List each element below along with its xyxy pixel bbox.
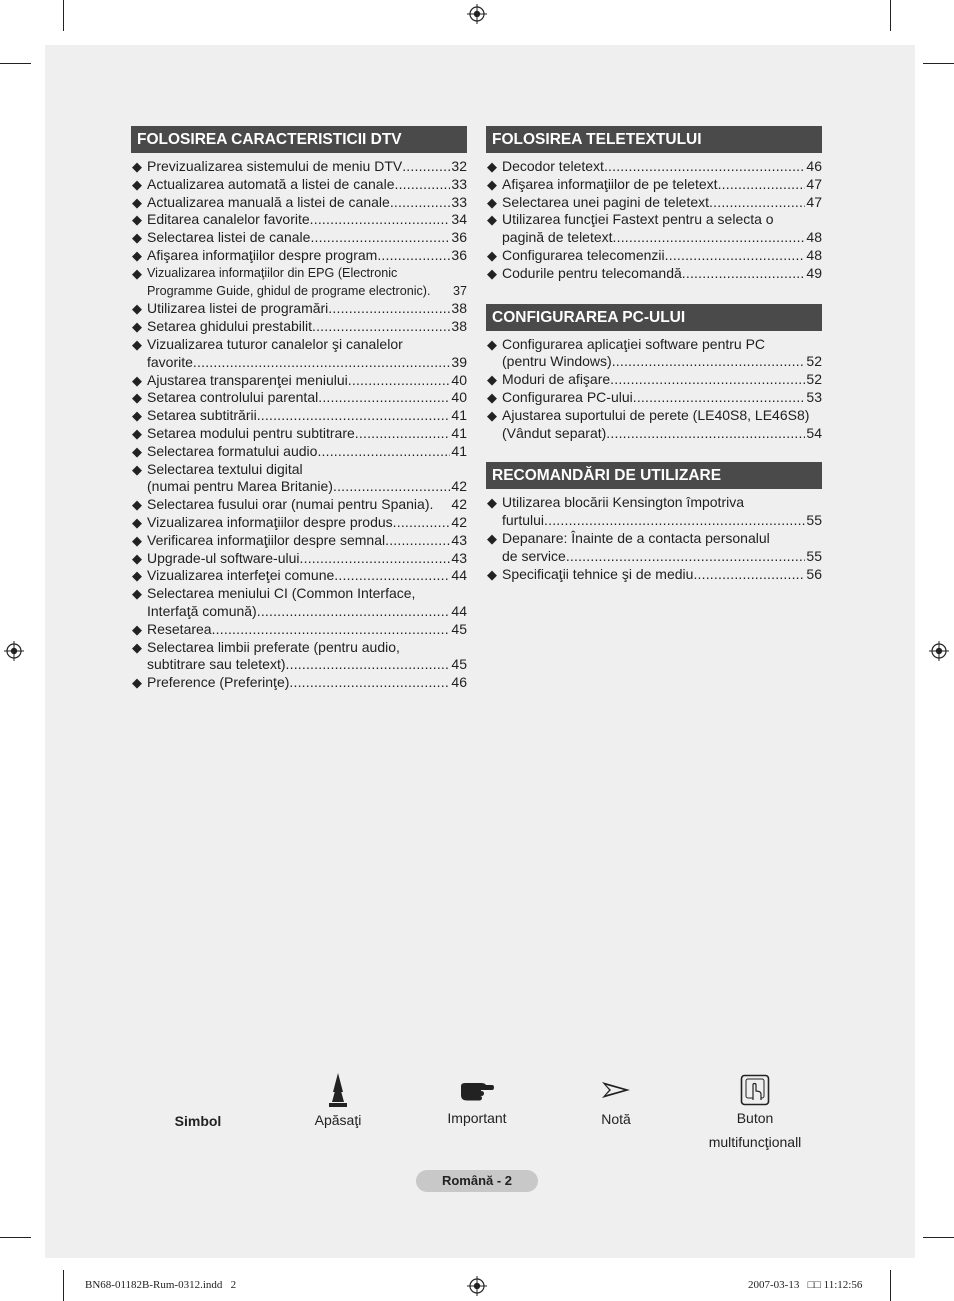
toc-entry-line	[147, 283, 467, 301]
crop-mark	[63, 1270, 64, 1301]
left-column	[131, 126, 467, 714]
toc-page-number: 42	[451, 513, 467, 530]
toc-entry	[486, 247, 822, 265]
toc-entry	[131, 389, 467, 407]
toc-entry-text: pagină de teletext	[502, 229, 613, 246]
toc-entry	[131, 194, 467, 212]
toc-page-number: 46	[451, 674, 467, 691]
toc-page-number: 54	[806, 424, 822, 441]
section-teletext	[486, 126, 822, 283]
dot-leader	[257, 603, 451, 621]
diamond-bullet-icon: ◆	[132, 265, 142, 281]
toc-entry	[486, 530, 822, 566]
toc-entry	[131, 496, 467, 514]
dot-leader	[544, 512, 805, 530]
toc-entry	[486, 407, 822, 443]
crop-mark	[0, 1237, 31, 1238]
toc-entry-line	[502, 566, 822, 584]
toc-entry-line	[147, 247, 467, 265]
crop-mark	[923, 1237, 954, 1238]
toc-page-number: 44	[451, 602, 467, 619]
crop-mark	[890, 1270, 891, 1301]
toc-entry-text: (numai pentru Marea Britanie)	[147, 478, 333, 495]
toc-entry-line	[147, 674, 467, 692]
pointing-hand-icon	[459, 1078, 495, 1104]
diamond-bullet-icon: ◆	[132, 176, 142, 192]
toc-entry-line	[502, 229, 822, 247]
dot-leader	[257, 407, 451, 425]
toc-entry-text: Verificarea informaţiilor despre semnal	[147, 531, 386, 548]
toc-entry-text: Configurarea PC-ului	[502, 388, 633, 405]
toc-entry	[486, 194, 822, 212]
toc-entry	[131, 567, 467, 585]
toc-entry-text: Vizualizarea informaţiilor despre produs	[147, 513, 393, 530]
diamond-bullet-icon: ◆	[487, 265, 497, 281]
toc-entry-text: Decodor teletext	[502, 158, 604, 174]
diamond-bullet-icon: ◆	[132, 550, 142, 566]
dot-leader	[393, 514, 451, 532]
diamond-bullet-icon: ◆	[132, 408, 142, 424]
toc-entry-text: Ajustarea suportului de perete (LE40S8, LE46S8)	[502, 406, 810, 423]
toc-entry-text: Depanare: Înainte de a contacta personalul	[502, 529, 770, 546]
diamond-bullet-icon: ◆	[132, 247, 142, 263]
toc-entry	[486, 265, 822, 283]
toc-entry	[131, 443, 467, 461]
dot-leader	[193, 354, 451, 372]
toc-page-number: 36	[451, 246, 467, 263]
toc-entry-line	[147, 372, 467, 390]
dot-leader	[328, 300, 450, 318]
toc-entry-text: Ajustarea transparenţei meniului	[147, 371, 348, 388]
toc-page-number: 52	[806, 371, 822, 388]
dot-leader	[385, 532, 450, 550]
toc-entry-line	[147, 425, 467, 443]
press-arrow-icon	[327, 1072, 349, 1108]
toc-entry-line	[147, 211, 467, 229]
legend-press	[298, 1072, 378, 1128]
toc-page-number: 40	[451, 371, 467, 388]
legend-multifunction	[700, 1074, 810, 1154]
diamond-bullet-icon: ◆	[132, 639, 142, 655]
crop-mark	[890, 0, 891, 31]
dot-leader	[610, 371, 805, 389]
toc-entry-text: Preference (Preferinţe)	[147, 674, 290, 691]
toc-entry	[131, 425, 467, 443]
toc-page-number: 52	[806, 353, 822, 370]
diamond-bullet-icon: ◆	[132, 390, 142, 406]
section-dtv	[131, 126, 467, 692]
toc-entry	[131, 585, 467, 621]
toc-entry-text: Resetarea	[147, 620, 212, 637]
toc-entry	[486, 336, 822, 372]
diamond-bullet-icon: ◆	[132, 212, 142, 228]
legend-title	[160, 1113, 236, 1129]
toc-entry	[131, 318, 467, 336]
toc-entry-text: Interfaţă comună)	[147, 602, 257, 619]
toc-entry-line	[147, 336, 467, 354]
dot-leader	[310, 211, 451, 229]
dot-leader	[390, 194, 451, 212]
toc-page-number: 36	[451, 229, 467, 246]
toc-entry-line	[147, 158, 467, 176]
diamond-bullet-icon: ◆	[132, 336, 142, 352]
dot-leader	[312, 318, 450, 336]
toc-entry-text: furtului	[502, 512, 545, 529]
toc-entry-text: Selectarea meniului CI (Common Interface,	[147, 585, 416, 602]
diamond-bullet-icon: ◆	[132, 621, 142, 637]
diamond-bullet-icon: ◆	[132, 372, 142, 388]
section-pc	[486, 304, 822, 443]
dot-leader	[310, 229, 450, 247]
diamond-bullet-icon: ◆	[132, 301, 142, 317]
toc-entry-text: Programme Guide, ghidul de programe electronic).	[147, 283, 431, 298]
toc-page-number: 34	[451, 211, 467, 228]
dot-leader	[394, 176, 450, 194]
toc-entry-line	[502, 158, 822, 176]
toc-entry-line	[147, 354, 467, 372]
toc-entry-line	[502, 530, 822, 548]
toc-page-number: 32	[451, 158, 467, 174]
toc-page-number: 47	[806, 193, 822, 210]
toc-entry	[131, 300, 467, 318]
diamond-bullet-icon: ◆	[487, 495, 497, 511]
legend-note	[576, 1080, 656, 1127]
toc-page-number: 42	[451, 496, 467, 513]
toc-entry	[486, 389, 822, 407]
toc-entry	[131, 229, 467, 247]
toc-entry	[131, 265, 467, 301]
toc-page-number: 43	[451, 549, 467, 566]
legend-important-label: Important	[447, 1110, 507, 1126]
toc-list	[486, 336, 822, 443]
toc-entry	[131, 158, 467, 176]
diamond-bullet-icon: ◆	[132, 568, 142, 584]
legend-important	[432, 1078, 522, 1126]
dot-leader	[318, 389, 450, 407]
toc-entry-line	[147, 532, 467, 550]
toc-entry-text: Selectarea fusului orar (numai pentru Spania).	[147, 496, 434, 513]
dot-leader	[613, 229, 806, 247]
toc-list	[131, 158, 467, 692]
legend-title-label: Simbol	[174, 1113, 222, 1129]
toc-entry-text: Previzualizarea sistemului de meniu DTV	[147, 158, 403, 174]
toc-entry-line	[502, 494, 822, 512]
toc-entry-text: Configurarea aplicaţiei software pentru PC	[502, 335, 766, 352]
toc-entry	[131, 674, 467, 692]
toc-page-number: 43	[451, 531, 467, 548]
diamond-bullet-icon: ◆	[487, 372, 497, 388]
dot-leader	[286, 656, 451, 674]
toc-entry-line	[147, 389, 467, 407]
toc-entry-line	[147, 656, 467, 674]
dot-leader	[665, 247, 806, 265]
toc-entry-text: Editarea canalelor favorite	[147, 211, 310, 228]
toc-entry-text: Selectarea unei pagini de teletext	[502, 193, 710, 210]
toc-entry-line	[147, 585, 467, 603]
registration-mark-icon	[929, 641, 949, 661]
date-slug: 2007-03-13 □□ 11:12:56	[748, 1279, 863, 1291]
registration-mark-icon	[4, 641, 24, 661]
toc-entry-text: Setarea ghidului prestabilit	[147, 318, 312, 335]
toc-entry-line	[147, 639, 467, 657]
diamond-bullet-icon: ◆	[487, 212, 497, 228]
diamond-bullet-icon: ◆	[487, 566, 497, 582]
toc-page-number: 45	[451, 656, 467, 673]
toc-entry-text: subtitrare sau teletext)	[147, 656, 286, 673]
diamond-bullet-icon: ◆	[487, 336, 497, 352]
toc-entry	[486, 211, 822, 247]
toc-list	[486, 494, 822, 583]
toc-page-number: 33	[451, 175, 467, 192]
toc-page-number: 38	[451, 300, 467, 317]
toc-page-number: 39	[451, 353, 467, 370]
toc-page-number: 49	[806, 264, 822, 281]
toc-entry-line	[147, 265, 467, 283]
toc-entry-text: Vizualizarea informaţiilor din EPG (Electronic	[147, 265, 398, 280]
toc-entry-line	[502, 176, 822, 194]
toc-entry-line	[147, 229, 467, 247]
toc-entry-text: Codurile pentru telecomandă	[502, 264, 682, 281]
toc-entry	[131, 639, 467, 675]
toc-page-number: 56	[806, 565, 822, 582]
diamond-bullet-icon: ◆	[132, 514, 142, 530]
legend-multifunction-label-2: multifuncţionall	[708, 1134, 802, 1150]
toc-entry-line	[147, 603, 467, 621]
legend-press-label: Apăsaţi	[314, 1112, 362, 1128]
diamond-bullet-icon: ◆	[132, 443, 142, 459]
toc-entry-text: Configurarea telecomenzii	[502, 246, 665, 263]
registration-mark-icon	[467, 4, 487, 24]
toc-entry	[131, 176, 467, 194]
diamond-bullet-icon: ◆	[132, 461, 142, 477]
toc-entry	[131, 211, 467, 229]
dot-leader	[693, 566, 805, 584]
dot-leader	[402, 158, 450, 176]
toc-entry-line	[502, 211, 822, 229]
toc-entry-text: Utilizarea listei de programări	[147, 300, 329, 317]
diamond-bullet-icon: ◆	[487, 194, 497, 210]
toc-entry-line	[502, 371, 822, 389]
toc-entry-text: Actualizarea automată a listei de canale	[147, 175, 395, 192]
toc-entry-text: Utilizarea blocării Kensington împotriva	[502, 494, 744, 511]
dot-leader	[606, 425, 805, 443]
diamond-bullet-icon: ◆	[487, 389, 497, 405]
dot-leader	[334, 567, 450, 585]
toc-entry-text: Specificaţii tehnice şi de mediu	[502, 565, 694, 582]
toc-entry-line	[147, 443, 467, 461]
dot-leader	[633, 389, 806, 407]
toc-entry	[486, 494, 822, 530]
toc-entry	[131, 621, 467, 639]
toc-entry-line	[502, 425, 822, 443]
diamond-bullet-icon: ◆	[132, 159, 142, 174]
toc-page-number: 33	[451, 193, 467, 210]
note-arrow-icon	[600, 1080, 632, 1100]
crop-mark	[0, 63, 31, 64]
right-column	[486, 126, 822, 605]
toc-entry	[131, 461, 467, 497]
toc-page-number: 55	[806, 512, 822, 529]
toc-entry-line	[502, 512, 822, 530]
toc-page-number: 44	[451, 567, 467, 584]
toc-entry-text: Afişarea informaţiilor de pe teletext	[502, 175, 718, 192]
dot-leader	[212, 621, 451, 639]
section-title: CONFIGURAREA PC-ULUI	[486, 304, 822, 331]
toc-entry-text: Setarea controlului parental	[147, 389, 319, 406]
toc-page-number: 41	[451, 407, 467, 424]
toc-entry-text: Selectarea textului digital	[147, 460, 303, 477]
dot-leader	[566, 548, 806, 566]
toc-list	[486, 158, 822, 283]
toc-entry-text: Moduri de afişare	[502, 371, 611, 388]
toc-entry-text: Vizualizarea interfeţei comune	[147, 567, 335, 584]
toc-entry-line	[147, 407, 467, 425]
multifunction-button-icon	[740, 1074, 770, 1106]
toc-page-number: 40	[451, 389, 467, 406]
toc-entry-text: Setarea subtitrării	[147, 407, 257, 424]
dot-leader	[682, 265, 806, 283]
toc-entry	[131, 514, 467, 532]
toc-entry-line	[147, 461, 467, 479]
registration-mark-icon	[467, 1276, 487, 1296]
dot-leader	[317, 443, 450, 461]
toc-entry-text: de service	[502, 547, 566, 564]
diamond-bullet-icon: ◆	[132, 532, 142, 548]
dot-leader	[612, 353, 806, 371]
toc-page-number: 37	[452, 283, 467, 298]
toc-entry-line	[502, 389, 822, 407]
diamond-bullet-icon: ◆	[132, 425, 142, 441]
dot-leader	[604, 158, 805, 176]
diamond-bullet-icon: ◆	[487, 530, 497, 546]
toc-entry-text: Afişarea informaţiilor despre program	[147, 246, 378, 263]
page-number-badge: Română - 2	[416, 1170, 538, 1192]
diamond-bullet-icon: ◆	[487, 247, 497, 263]
toc-entry-line	[147, 318, 467, 336]
toc-entry-line	[147, 550, 467, 568]
toc-entry-line	[147, 194, 467, 212]
file-slug: BN68-01182B-Rum-0312.indd 2	[85, 1279, 237, 1291]
toc-entry-line	[502, 407, 822, 425]
toc-entry-line	[502, 548, 822, 566]
section-usage	[486, 462, 822, 583]
legend-multifunction-label-1: Buton	[736, 1110, 774, 1126]
toc-entry-text: (pentru Windows)	[502, 353, 612, 370]
diamond-bullet-icon: ◆	[132, 586, 142, 602]
toc-entry	[486, 566, 822, 584]
toc-entry-line	[147, 496, 467, 514]
toc-entry-line	[147, 567, 467, 585]
toc-entry	[131, 550, 467, 568]
toc-entry-text: Vizualizarea tuturor canalelor şi canalelor	[147, 335, 403, 352]
toc-entry-line	[147, 478, 467, 496]
dot-leader	[718, 176, 806, 194]
dot-leader	[348, 372, 451, 390]
toc-page-number: 41	[451, 424, 467, 441]
toc-entry	[131, 532, 467, 550]
toc-entry-text: Upgrade-ul software-ului	[147, 549, 300, 566]
section-title: RECOMANDĂRI DE UTILIZARE	[486, 462, 822, 489]
toc-entry	[131, 372, 467, 390]
toc-entry-text: (Vândut separat)	[502, 424, 607, 441]
toc-entry-line	[147, 176, 467, 194]
toc-page-number: 38	[451, 318, 467, 335]
crop-mark	[923, 63, 954, 64]
toc-entry-text: Selectarea limbii preferate (pentru audio,	[147, 638, 400, 655]
diamond-bullet-icon: ◆	[487, 407, 497, 423]
toc-entry-line	[147, 621, 467, 639]
toc-entry-text: Utilizarea funcţiei Fastext pentru a selecta o	[502, 211, 774, 228]
section-title: FOLOSIREA CARACTERISTICII DTV	[131, 126, 467, 153]
dot-leader	[355, 425, 451, 443]
toc-entry	[486, 176, 822, 194]
toc-entry-line	[502, 336, 822, 354]
toc-entry-line	[502, 247, 822, 265]
toc-page-number: 53	[806, 388, 822, 405]
toc-entry-text: Selectarea listei de canale	[147, 229, 311, 246]
toc-entry-text: Actualizarea manuală a listei de canale	[147, 193, 390, 210]
diamond-bullet-icon: ◆	[487, 159, 497, 174]
toc-page-number: 46	[806, 158, 822, 174]
toc-page-number: 55	[806, 547, 822, 564]
toc-entry-line	[147, 300, 467, 318]
dot-leader	[377, 247, 450, 265]
toc-page-number: 48	[806, 229, 822, 246]
toc-page-number: 48	[806, 246, 822, 263]
dot-leader	[709, 194, 805, 212]
toc-entry	[486, 371, 822, 389]
diamond-bullet-icon: ◆	[132, 319, 142, 335]
diamond-bullet-icon: ◆	[132, 675, 142, 691]
toc-entry-line	[502, 265, 822, 283]
toc-entry	[131, 336, 467, 372]
dot-leader	[289, 674, 450, 692]
dot-leader	[300, 550, 451, 568]
toc-entry-text: Selectarea formatului audio	[147, 442, 318, 459]
toc-page-number: 45	[451, 620, 467, 637]
toc-page-number: 42	[451, 478, 467, 495]
crop-mark	[63, 0, 64, 31]
toc-entry-text: favorite	[147, 353, 193, 370]
toc-entry	[131, 247, 467, 265]
section-title: FOLOSIREA TELETEXTULUI	[486, 126, 822, 153]
toc-entry	[486, 158, 822, 176]
toc-entry	[131, 407, 467, 425]
toc-page-number: 41	[451, 442, 467, 459]
toc-entry-line	[502, 194, 822, 212]
toc-page-number: 47	[806, 175, 822, 192]
diamond-bullet-icon: ◆	[132, 497, 142, 513]
dot-leader	[333, 478, 450, 496]
diamond-bullet-icon: ◆	[487, 176, 497, 192]
diamond-bullet-icon: ◆	[132, 194, 142, 210]
diamond-bullet-icon: ◆	[132, 230, 142, 246]
toc-entry-line	[502, 353, 822, 371]
toc-entry-text: Setarea modului pentru subtitrare	[147, 424, 355, 441]
toc-entry-line	[147, 514, 467, 532]
legend-note-label: Notă	[601, 1111, 631, 1127]
